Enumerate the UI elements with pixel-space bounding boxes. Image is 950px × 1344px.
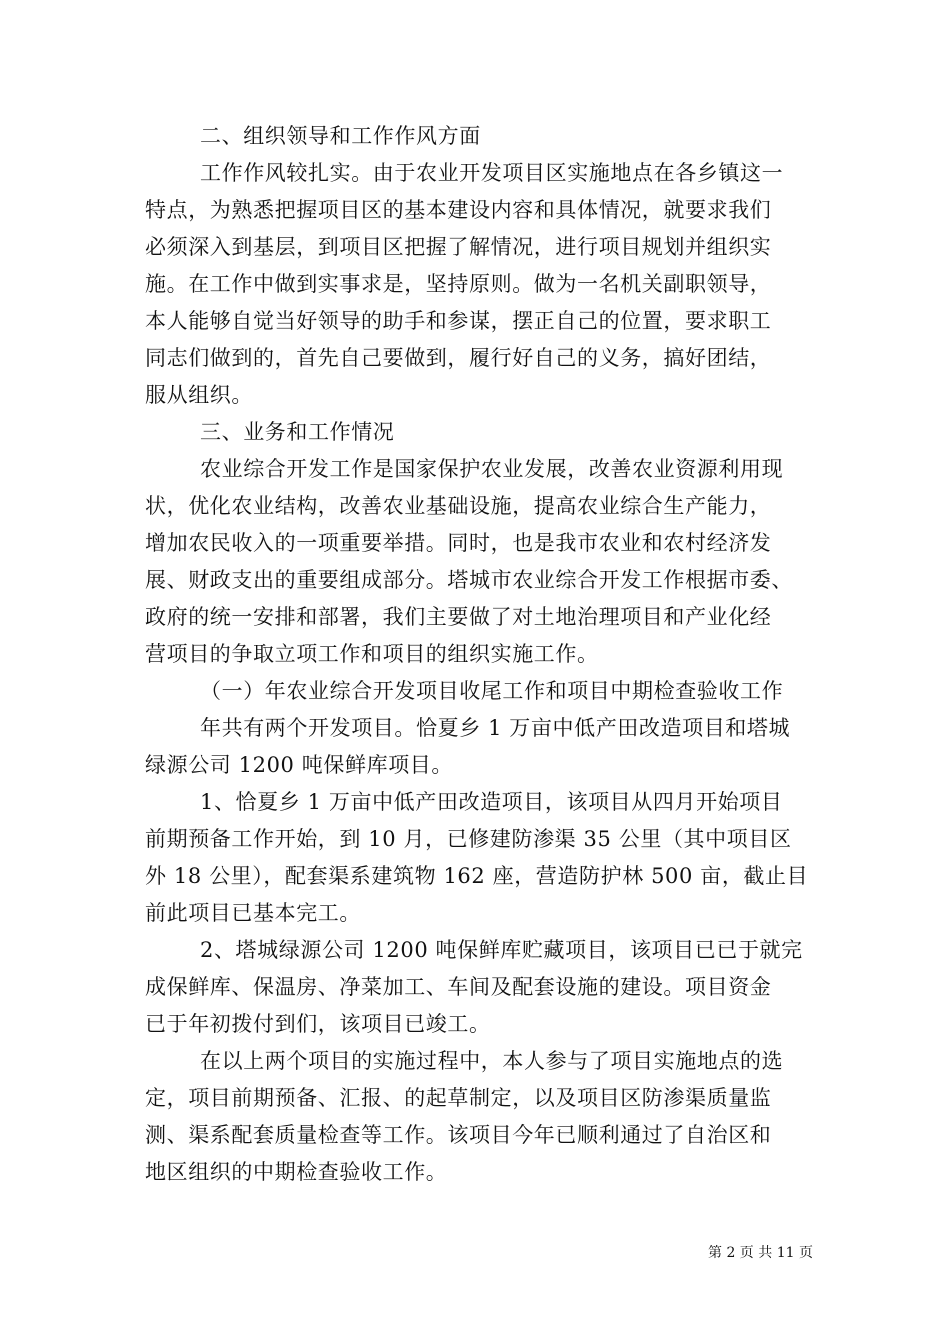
text-line: 同志们做到的，首先自己要做到，履行好自己的义务，搞好团结， xyxy=(145,346,772,370)
text-line: 已于年初拨付到们，该项目已竣工。 xyxy=(145,1012,491,1036)
text-line: 2、塔城绿源公司 1200 吨保鲜库贮藏项目，该项目已已于就完 xyxy=(200,938,803,962)
subsection-heading: （一）年农业综合开发项目收尾工作和项目中期检查验收工作 xyxy=(200,679,784,703)
section-heading-3: 三、业务和工作情况 xyxy=(200,420,395,444)
text-line: 状，优化农业结构，改善农业基础设施，提高农业综合生产能力， xyxy=(145,494,772,518)
text-line: 施。在工作中做到实事求是，坚持原则。做为一名机关副职领导， xyxy=(145,272,772,296)
text-line: 外 18 公里），配套渠系建筑物 162 座，营造防护林 500 亩，截止目 xyxy=(145,864,809,888)
text-line: 工作作风较扎实。由于农业开发项目区实施地点在各乡镇这一 xyxy=(200,161,784,185)
page-number: 第 2 页 共 11 页 xyxy=(708,1245,813,1261)
text-line: 绿源公司 1200 吨保鲜库项目。 xyxy=(145,753,453,777)
text-line: 测、渠系配套质量检查等工作。该项目今年已顺利通过了自治区和 xyxy=(145,1123,772,1147)
text-line: 政府的统一安排和部署，我们主要做了对土地治理项目和产业化经 xyxy=(145,605,772,629)
text-line: 服从组织。 xyxy=(145,383,253,407)
text-line: 特点，为熟悉把握项目区的基本建设内容和具体情况，就要求我们 xyxy=(145,198,772,222)
text-line: 成保鲜库、保温房、净菜加工、车间及配套设施的建设。项目资金 xyxy=(145,975,772,999)
text-line: 前此项目已基本完工。 xyxy=(145,901,361,925)
text-line: 展、财政支出的重要组成部分。塔城市农业综合开发工作根据市委、 xyxy=(145,568,793,592)
text-line: 前期预备工作开始，到 10 月，已修建防渗渠 35 公里（其中项目区 xyxy=(145,827,792,851)
text-line: 本人能够自觉当好领导的助手和参谋，摆正自己的位置，要求职工 xyxy=(145,309,772,333)
text-line: 年共有两个开发项目。恰夏乡 1 万亩中低产田改造项目和塔城 xyxy=(200,716,791,740)
text-line: 1、恰夏乡 1 万亩中低产田改造项目，该项目从四月开始项目 xyxy=(200,790,783,814)
text-line: 定，项目前期预备、汇报、的起草制定，以及项目区防渗渠质量监 xyxy=(145,1086,772,1110)
text-line: 在以上两个项目的实施过程中，本人参与了项目实施地点的选 xyxy=(200,1049,784,1073)
section-heading-2: 二、组织领导和工作作风方面 xyxy=(200,124,481,148)
text-line: 必须深入到基层，到项目区把握了解情况，进行项目规划并组织实 xyxy=(145,235,772,259)
text-line: 农业综合开发工作是国家保护农业发展，改善农业资源利用现 xyxy=(200,457,784,481)
text-line: 增加农民收入的一项重要举措。同时，也是我市农业和农村经济发 xyxy=(145,531,772,555)
text-line: 营项目的争取立项工作和项目的组织实施工作。 xyxy=(145,642,599,666)
text-line: 地区组织的中期检查验收工作。 xyxy=(145,1160,448,1184)
